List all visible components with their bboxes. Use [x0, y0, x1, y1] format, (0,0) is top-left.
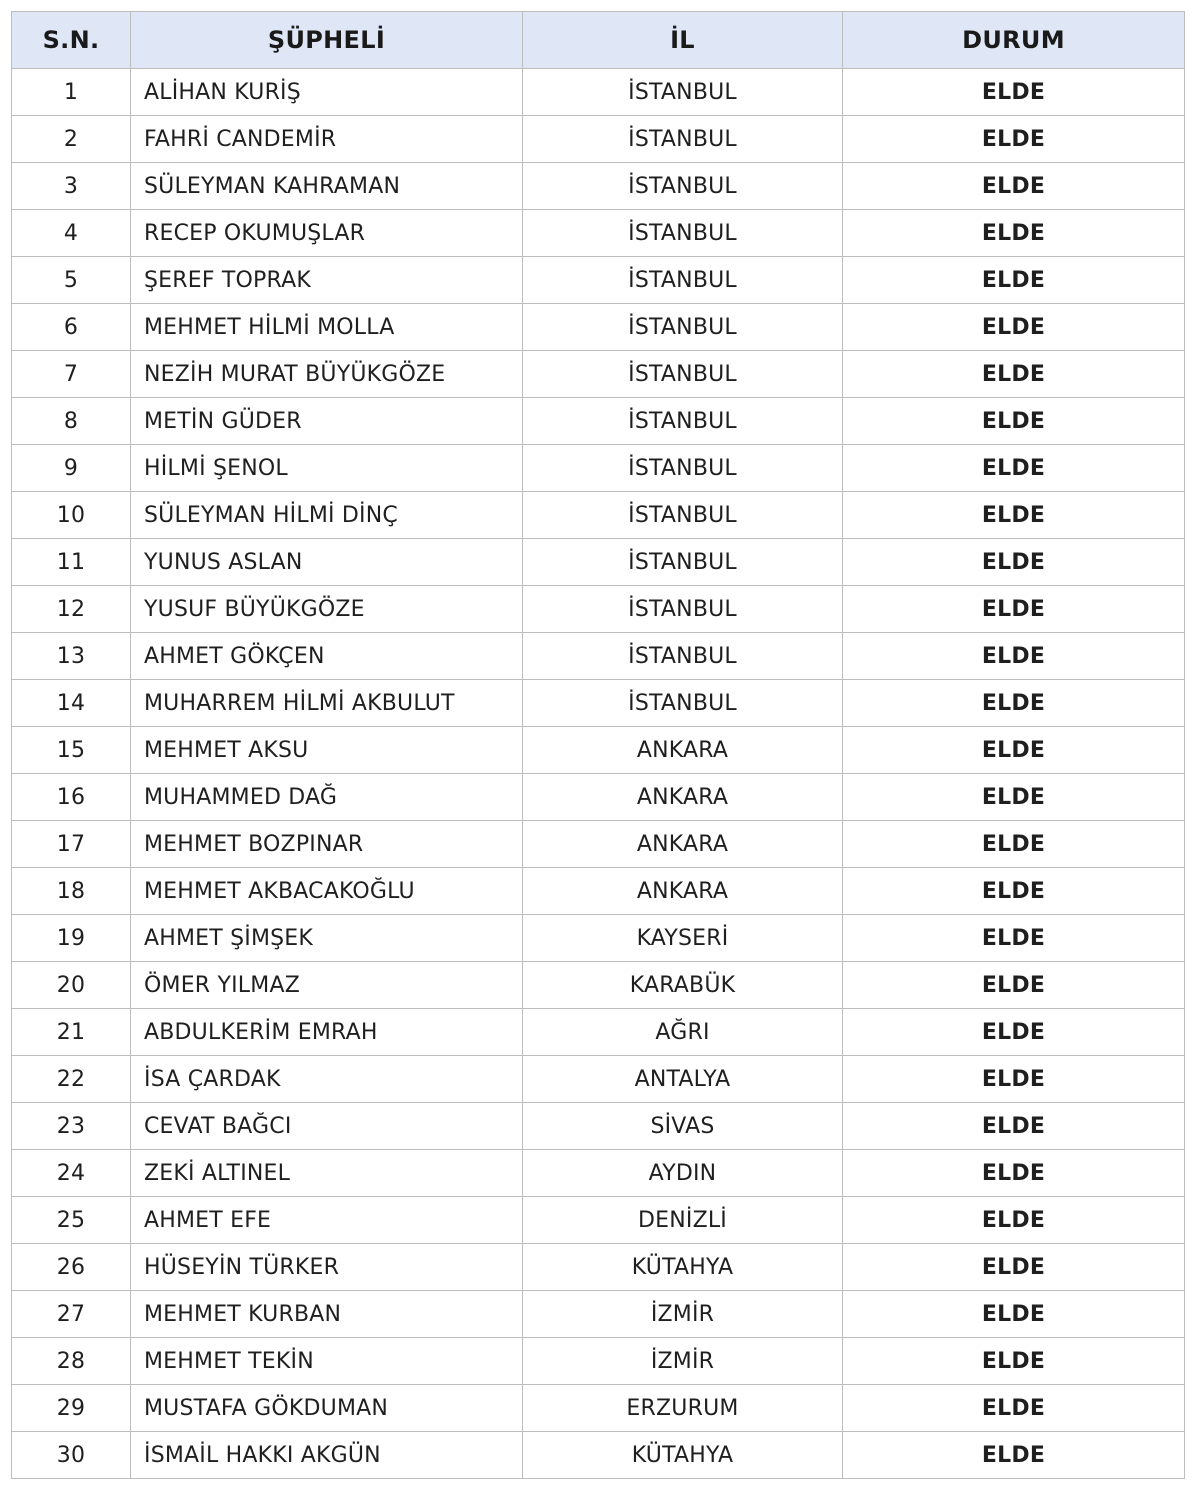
table-row [12, 1385, 1185, 1432]
cell-serial-number: 23 [12, 1103, 131, 1150]
cell-status: ELDE [843, 445, 1185, 492]
cell-province: İSTANBUL [523, 539, 843, 586]
cell-suspect-name: MEHMET BOZPINAR [131, 821, 523, 868]
cell-status: ELDE [843, 1103, 1185, 1150]
table-row [12, 257, 1185, 304]
cell-status: ELDE [843, 633, 1185, 680]
cell-serial-number: 6 [12, 304, 131, 351]
table-row [12, 445, 1185, 492]
cell-serial-number: 3 [12, 163, 131, 210]
table-header [12, 12, 1185, 69]
cell-status: ELDE [843, 821, 1185, 868]
cell-status: ELDE [843, 1009, 1185, 1056]
table-row [12, 351, 1185, 398]
cell-serial-number: 5 [12, 257, 131, 304]
cell-suspect-name: NEZİH MURAT BÜYÜKGÖZE [131, 351, 523, 398]
cell-province: İSTANBUL [523, 351, 843, 398]
cell-status: ELDE [843, 163, 1185, 210]
cell-serial-number: 21 [12, 1009, 131, 1056]
table-row [12, 1432, 1185, 1479]
table-row [12, 586, 1185, 633]
cell-serial-number: 15 [12, 727, 131, 774]
cell-status: ELDE [843, 398, 1185, 445]
cell-province: AYDIN [523, 1150, 843, 1197]
cell-province: İZMİR [523, 1338, 843, 1385]
cell-province: ANTALYA [523, 1056, 843, 1103]
cell-serial-number: 4 [12, 210, 131, 257]
cell-serial-number: 30 [12, 1432, 131, 1479]
table-row [12, 1291, 1185, 1338]
header-name: ŞÜPHELİ [131, 12, 523, 69]
cell-suspect-name: ABDULKERİM EMRAH [131, 1009, 523, 1056]
cell-serial-number: 12 [12, 586, 131, 633]
cell-status: ELDE [843, 1150, 1185, 1197]
table-row [12, 210, 1185, 257]
cell-province: SİVAS [523, 1103, 843, 1150]
table-row [12, 774, 1185, 821]
table-row [12, 116, 1185, 163]
cell-status: ELDE [843, 774, 1185, 821]
table-row [12, 398, 1185, 445]
cell-province: İSTANBUL [523, 304, 843, 351]
cell-suspect-name: FAHRİ CANDEMİR [131, 116, 523, 163]
cell-serial-number: 28 [12, 1338, 131, 1385]
table-body [12, 69, 1185, 1479]
cell-province: İSTANBUL [523, 633, 843, 680]
cell-suspect-name: MEHMET TEKİN [131, 1338, 523, 1385]
cell-suspect-name: METİN GÜDER [131, 398, 523, 445]
cell-serial-number: 20 [12, 962, 131, 1009]
cell-status: ELDE [843, 492, 1185, 539]
cell-status: ELDE [843, 586, 1185, 633]
cell-suspect-name: SÜLEYMAN KAHRAMAN [131, 163, 523, 210]
cell-status: ELDE [843, 1291, 1185, 1338]
cell-province: ANKARA [523, 774, 843, 821]
table-row [12, 727, 1185, 774]
table-row [12, 163, 1185, 210]
cell-suspect-name: AHMET EFE [131, 1197, 523, 1244]
cell-serial-number: 7 [12, 351, 131, 398]
cell-province: ANKARA [523, 727, 843, 774]
cell-province: AĞRI [523, 1009, 843, 1056]
cell-suspect-name: YUSUF BÜYÜKGÖZE [131, 586, 523, 633]
cell-serial-number: 13 [12, 633, 131, 680]
table-row [12, 1056, 1185, 1103]
cell-serial-number: 24 [12, 1150, 131, 1197]
table-row [12, 680, 1185, 727]
cell-suspect-name: RECEP OKUMUŞLAR [131, 210, 523, 257]
cell-province: İSTANBUL [523, 69, 843, 116]
table-row [12, 304, 1185, 351]
cell-province: İSTANBUL [523, 163, 843, 210]
cell-suspect-name: ÖMER YILMAZ [131, 962, 523, 1009]
table-row [12, 962, 1185, 1009]
cell-suspect-name: AHMET GÖKÇEN [131, 633, 523, 680]
cell-status: ELDE [843, 351, 1185, 398]
cell-status: ELDE [843, 1338, 1185, 1385]
cell-serial-number: 29 [12, 1385, 131, 1432]
cell-province: ANKARA [523, 868, 843, 915]
cell-status: ELDE [843, 868, 1185, 915]
cell-status: ELDE [843, 257, 1185, 304]
cell-province: ERZURUM [523, 1385, 843, 1432]
header-row [12, 12, 1185, 69]
cell-serial-number: 9 [12, 445, 131, 492]
table-row [12, 633, 1185, 680]
cell-suspect-name: ALİHAN KURİŞ [131, 69, 523, 116]
cell-province: KÜTAHYA [523, 1432, 843, 1479]
cell-suspect-name: MUHAMMED DAĞ [131, 774, 523, 821]
cell-serial-number: 19 [12, 915, 131, 962]
cell-serial-number: 14 [12, 680, 131, 727]
cell-serial-number: 2 [12, 116, 131, 163]
cell-suspect-name: İSA ÇARDAK [131, 1056, 523, 1103]
cell-province: İSTANBUL [523, 210, 843, 257]
cell-suspect-name: ŞEREF TOPRAK [131, 257, 523, 304]
cell-status: ELDE [843, 1056, 1185, 1103]
cell-province: KAYSERİ [523, 915, 843, 962]
cell-province: KARABÜK [523, 962, 843, 1009]
table-row [12, 868, 1185, 915]
cell-serial-number: 16 [12, 774, 131, 821]
header-status: DURUM [843, 12, 1185, 69]
cell-suspect-name: MEHMET AKSU [131, 727, 523, 774]
cell-suspect-name: YUNUS ASLAN [131, 539, 523, 586]
cell-status: ELDE [843, 962, 1185, 1009]
table-row [12, 1150, 1185, 1197]
cell-status: ELDE [843, 1244, 1185, 1291]
cell-province: İZMİR [523, 1291, 843, 1338]
table-row [12, 1009, 1185, 1056]
cell-suspect-name: ZEKİ ALTINEL [131, 1150, 523, 1197]
cell-status: ELDE [843, 1432, 1185, 1479]
table-row [12, 915, 1185, 962]
cell-status: ELDE [843, 116, 1185, 163]
cell-serial-number: 27 [12, 1291, 131, 1338]
cell-status: ELDE [843, 69, 1185, 116]
cell-suspect-name: MEHMET KURBAN [131, 1291, 523, 1338]
cell-serial-number: 8 [12, 398, 131, 445]
cell-suspect-name: MEHMET HİLMİ MOLLA [131, 304, 523, 351]
table-row [12, 1103, 1185, 1150]
cell-suspect-name: HİLMİ ŞENOL [131, 445, 523, 492]
header-sn: S.N. [12, 12, 131, 69]
cell-suspect-name: CEVAT BAĞCI [131, 1103, 523, 1150]
cell-suspect-name: AHMET ŞİMŞEK [131, 915, 523, 962]
table-row [12, 539, 1185, 586]
cell-serial-number: 1 [12, 69, 131, 116]
cell-province: İSTANBUL [523, 398, 843, 445]
cell-status: ELDE [843, 915, 1185, 962]
cell-province: ANKARA [523, 821, 843, 868]
table-row [12, 69, 1185, 116]
cell-province: İSTANBUL [523, 492, 843, 539]
cell-serial-number: 18 [12, 868, 131, 915]
cell-province: DENİZLİ [523, 1197, 843, 1244]
cell-serial-number: 26 [12, 1244, 131, 1291]
cell-serial-number: 22 [12, 1056, 131, 1103]
cell-province: İSTANBUL [523, 445, 843, 492]
table-row [12, 1197, 1185, 1244]
cell-status: ELDE [843, 727, 1185, 774]
cell-suspect-name: İSMAİL HAKKI AKGÜN [131, 1432, 523, 1479]
cell-suspect-name: SÜLEYMAN HİLMİ DİNÇ [131, 492, 523, 539]
cell-suspect-name: MUHARREM HİLMİ AKBULUT [131, 680, 523, 727]
cell-status: ELDE [843, 210, 1185, 257]
table-row [12, 821, 1185, 868]
suspect-table [11, 11, 1185, 1479]
cell-status: ELDE [843, 1385, 1185, 1432]
cell-province: İSTANBUL [523, 586, 843, 633]
cell-status: ELDE [843, 539, 1185, 586]
cell-serial-number: 17 [12, 821, 131, 868]
cell-status: ELDE [843, 680, 1185, 727]
header-il: İL [523, 12, 843, 69]
cell-suspect-name: HÜSEYİN TÜRKER [131, 1244, 523, 1291]
table-row [12, 492, 1185, 539]
cell-province: İSTANBUL [523, 680, 843, 727]
cell-serial-number: 25 [12, 1197, 131, 1244]
cell-province: İSTANBUL [523, 116, 843, 163]
cell-province: KÜTAHYA [523, 1244, 843, 1291]
cell-serial-number: 11 [12, 539, 131, 586]
table-row [12, 1338, 1185, 1385]
cell-province: İSTANBUL [523, 257, 843, 304]
cell-suspect-name: MUSTAFA GÖKDUMAN [131, 1385, 523, 1432]
table-row [12, 1244, 1185, 1291]
cell-suspect-name: MEHMET AKBACAKOĞLU [131, 868, 523, 915]
cell-status: ELDE [843, 304, 1185, 351]
cell-serial-number: 10 [12, 492, 131, 539]
cell-status: ELDE [843, 1197, 1185, 1244]
